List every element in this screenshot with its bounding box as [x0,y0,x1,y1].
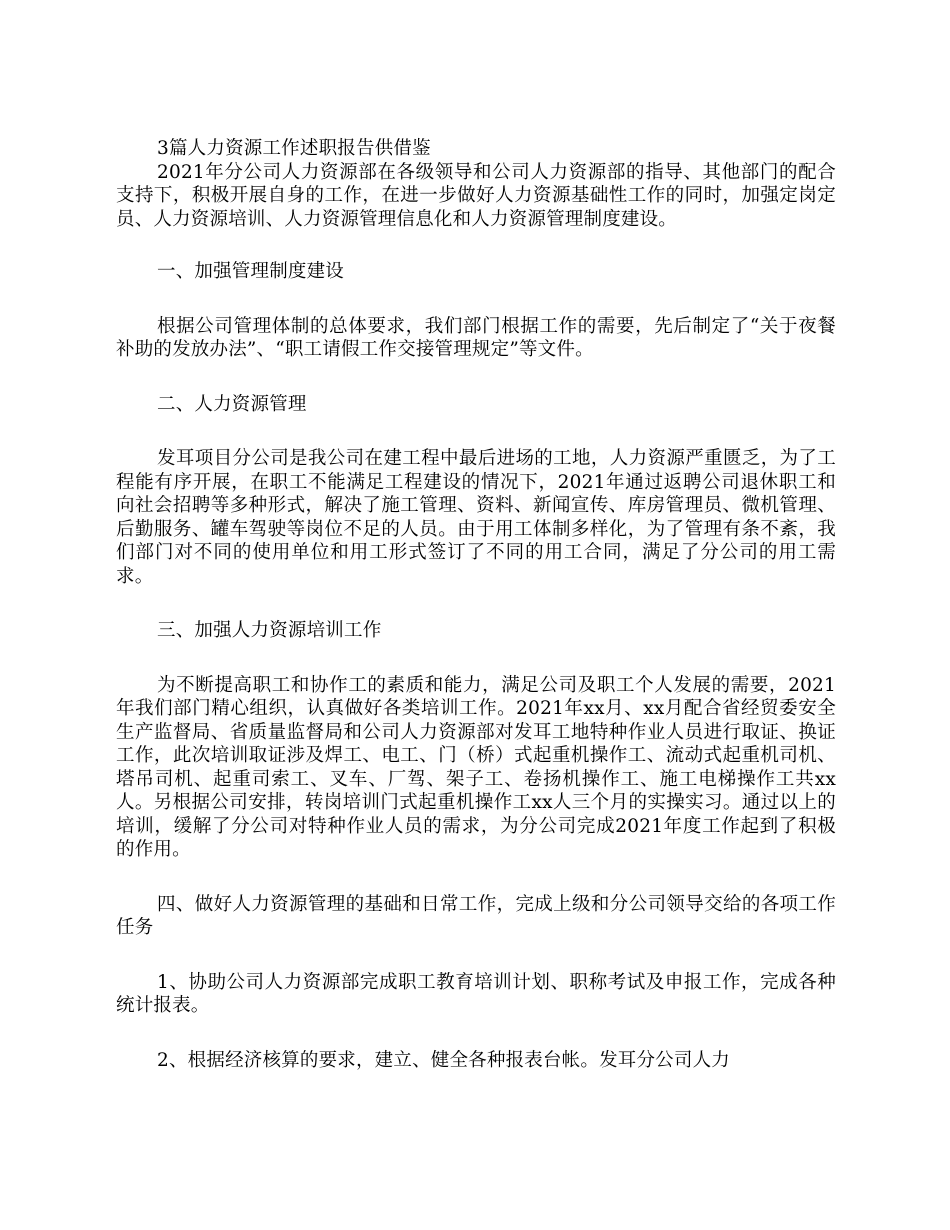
section-3-heading: 三、加强人力资源培训工作 [157,620,382,641]
section-1-body: 根据公司管理体制的总体要求，我们部门根据工作的需要，先后制定了“关于夜餐补助的发放办法”、“职工请假工作交接管理规定”等文件。 [116,315,836,360]
section-3-body: 为不断提高职工和协作工的素质和能力，满足公司及职工个人发展的需要，2021年我们部门精心组织，认真做好各类培训工作。2021年xx月、xx月配合省经贸委安全生产监督局、省质量监督局和公司人力资源部对发耳工地特种作业人员进行取证、换证工作，此次培训取证涉及焊工、电工、门（桥）式起重机操作工、流动式起重机司机、塔吊司机、起重司索工、叉车、厂驾、架子工、卷扬机操作工、施工电梯操作工共xx人。另根据公司安排，转岗培训门式起重机操作工xx人三个月的实操实习。通过以上的培训，缓解了分公司对特种作业人员的需求，为分公司完成2021年度工作起到了积极的作用。 [116,674,836,860]
intro-paragraph: 2021年分公司人力资源部在各级领导和公司人力资源部的指导、其他部门的配合支持下，积极开展自身的工作，在进一步做好人力资源基础性工作的同时，加强定岗定员、人力资源培训、人力资源管理信息化和人力资源管理制度建设。 [116,161,836,230]
section-2-heading: 二、人力资源管理 [157,393,307,415]
list-item-1: 1、协助公司人力资源部完成职工教育培训计划、职称考试及申报工作，完成各种统计报表。 [116,971,836,1016]
section-1-heading: 一、加强管理制度建设 [157,261,345,282]
list-item-2: 2、根据经济核算的要求，建立、健全各种报表台帐。发耳分公司人力 [157,1049,730,1071]
section-4-heading: 四、做好人力资源管理的基础和日常工作，完成上级和分公司领导交给的各项工作任务 [116,893,836,938]
document-body [116,137,836,1072]
document-title-line: 3篇人力资源工作述职报告供借鉴 [157,138,431,159]
section-2-body: 发耳项目分公司是我公司在建工程中最后进场的工地，人力资源严重匮乏，为了工程能有序开展，在职工不能满足工程建设的情况下，2021年通过返聘公司退休职工和向社会招聘等多种形式，解决了施工管理、资料、新闻宣传、库房管理员、微机管理、后勤服务、罐车驾驶等岗位不足的人员。由于用工体制多样化，为了管理有条不紊，我们部门对不同的使用单位和用工形式签订了不同的用工合同，满足了分公司的用工需求。 [116,448,836,587]
